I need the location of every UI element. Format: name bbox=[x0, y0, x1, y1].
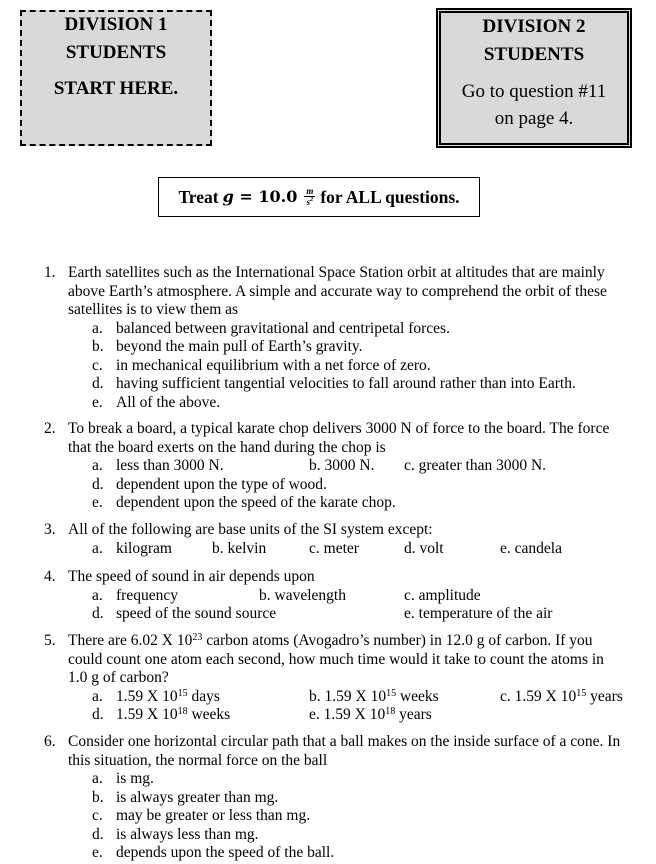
option-unit: years bbox=[586, 687, 623, 705]
option-text: 3000 N. bbox=[324, 457, 375, 474]
unit-denominator: s bbox=[306, 197, 311, 207]
option-e[interactable] bbox=[92, 844, 334, 863]
option-text: kelvin bbox=[227, 539, 267, 557]
option-text: beyond the main pull of Earth’s gravity. bbox=[116, 338, 363, 355]
option-text: dependent upon the type of wood. bbox=[116, 475, 327, 493]
option-a[interactable] bbox=[92, 540, 172, 559]
option-a[interactable] bbox=[92, 457, 224, 476]
gravity-unit bbox=[304, 187, 315, 207]
option-letter: e. bbox=[92, 494, 103, 511]
option-text: 1.59 X 10 bbox=[323, 706, 386, 723]
question-number: 3. bbox=[44, 521, 56, 538]
option-letter: c. bbox=[309, 539, 320, 557]
text-segment: There are 6.02 X 10 bbox=[68, 632, 193, 649]
option-a[interactable] bbox=[92, 587, 178, 606]
option-letter: b. bbox=[92, 788, 104, 806]
option-letter: b. bbox=[212, 539, 224, 557]
unit-numerator: m bbox=[306, 186, 314, 196]
option-letter: a. bbox=[92, 319, 103, 337]
text-segment: carbon atoms (Avogadro’s number) in 12.0 g of carbon. If you bbox=[202, 632, 593, 649]
option-d[interactable] bbox=[92, 375, 576, 394]
division-2-title: DIVISION 2 bbox=[482, 16, 586, 37]
option-c[interactable] bbox=[500, 688, 623, 707]
option-letter: e. bbox=[404, 605, 415, 622]
option-text: is always less than mg. bbox=[116, 825, 259, 843]
option-b[interactable] bbox=[92, 789, 278, 808]
unit-exponent: 2 bbox=[310, 197, 314, 203]
question-number: 6. bbox=[44, 733, 56, 750]
option-letter: d. bbox=[92, 605, 104, 622]
option-b[interactable] bbox=[259, 587, 346, 606]
division-2-box bbox=[436, 8, 632, 148]
option-text: having sufficient tangential velocities to fall around rather than into Earth. bbox=[116, 375, 576, 392]
option-letter: a. bbox=[92, 770, 103, 787]
gravity-equation bbox=[223, 188, 298, 207]
equals-sign: = bbox=[239, 186, 253, 206]
option-text: 1.59 X 10 bbox=[324, 687, 387, 705]
exponent: 15 bbox=[386, 687, 397, 699]
option-e[interactable] bbox=[92, 394, 220, 413]
question-text: this situation, the normal force on the ball bbox=[68, 751, 328, 769]
option-a[interactable] bbox=[92, 688, 220, 707]
option-letter: b. bbox=[309, 687, 321, 705]
question-number: 2. bbox=[44, 420, 56, 437]
option-unit: weeks bbox=[187, 706, 231, 723]
option-letter: d. bbox=[92, 375, 104, 392]
question-number: 5. bbox=[44, 632, 56, 649]
option-text: dependent upon the speed of the karate chop. bbox=[116, 494, 396, 511]
option-text: is always greater than mg. bbox=[116, 788, 279, 806]
question-text: above Earth’s atmosphere. A simple and accurate way to comprehend the orbit of these bbox=[68, 282, 607, 300]
question-text: The speed of sound in air depends upon bbox=[68, 568, 315, 585]
option-text: speed of the sound source bbox=[116, 605, 277, 622]
option-e[interactable] bbox=[500, 540, 562, 559]
option-letter: a. bbox=[92, 457, 103, 474]
option-d[interactable] bbox=[92, 706, 230, 725]
option-text: temperature of the air bbox=[418, 605, 553, 622]
option-letter: c. bbox=[92, 807, 103, 824]
option-text: volt bbox=[419, 539, 444, 557]
question-text bbox=[68, 632, 593, 651]
option-letter: e. bbox=[309, 706, 320, 723]
option-letter: e. bbox=[92, 393, 103, 411]
question-number: 4. bbox=[44, 568, 56, 585]
exponent: 18 bbox=[385, 706, 396, 717]
option-text: candela bbox=[514, 539, 562, 557]
question-text: All of the following are base units of the SI system except: bbox=[68, 521, 433, 538]
option-letter: b. bbox=[92, 338, 104, 355]
option-d[interactable] bbox=[92, 826, 259, 845]
division-1-box bbox=[20, 10, 212, 146]
option-d[interactable] bbox=[92, 476, 327, 495]
option-c[interactable] bbox=[92, 357, 431, 376]
option-letter: d. bbox=[92, 475, 104, 493]
option-letter: e. bbox=[500, 539, 511, 557]
option-text: in mechanical equilibrium with a net force of zero. bbox=[116, 356, 431, 374]
division-1-instruction: START HERE. bbox=[53, 78, 179, 99]
option-c[interactable] bbox=[309, 540, 359, 559]
gravity-variable: g bbox=[222, 186, 234, 206]
option-b[interactable] bbox=[92, 338, 363, 357]
gravity-note-suffix: for ALL questions. bbox=[320, 186, 460, 207]
option-text: depends upon the speed of the ball. bbox=[116, 844, 335, 861]
option-letter: d. bbox=[92, 825, 104, 843]
option-text: 1.59 X 10 bbox=[116, 687, 178, 705]
division-1-title: DIVISION 1 bbox=[64, 14, 168, 35]
exponent: 18 bbox=[177, 706, 188, 717]
option-letter: d. bbox=[92, 706, 104, 723]
option-text: 1.59 X 10 bbox=[116, 706, 178, 723]
option-a[interactable] bbox=[92, 320, 450, 339]
option-text: 1.59 X 10 bbox=[514, 687, 577, 705]
exponent: 23 bbox=[192, 632, 203, 643]
option-text: is mg. bbox=[116, 770, 154, 787]
option-letter: c. bbox=[404, 586, 415, 604]
option-letter: c. bbox=[92, 356, 103, 374]
option-letter: b. bbox=[309, 457, 321, 474]
option-unit: years bbox=[395, 706, 432, 723]
option-letter: c. bbox=[404, 457, 415, 474]
question-text: satellites is to view them as bbox=[68, 301, 239, 318]
option-b[interactable] bbox=[309, 457, 374, 476]
option-b[interactable] bbox=[212, 540, 266, 559]
exponent: 15 bbox=[576, 687, 587, 699]
question-text: 1.0 g of carbon? bbox=[68, 669, 169, 686]
option-letter: d. bbox=[404, 539, 416, 557]
option-letter: a. bbox=[92, 586, 103, 604]
division-1-subtitle: STUDENTS bbox=[65, 42, 167, 63]
option-text: greater than 3000 N. bbox=[418, 457, 547, 474]
gravity-note-prefix: Treat bbox=[178, 186, 219, 207]
option-text: wavelength bbox=[274, 586, 346, 604]
question-text: could count one atom each second, how much time would it take to count the atoms in bbox=[68, 650, 604, 668]
option-e[interactable] bbox=[404, 605, 552, 624]
option-letter: a. bbox=[92, 539, 103, 557]
option-c[interactable] bbox=[404, 457, 546, 476]
question-text: that the board exerts on the hand during the chop is bbox=[68, 438, 386, 456]
question-number: 1. bbox=[44, 264, 56, 281]
option-a[interactable] bbox=[92, 770, 154, 789]
option-text: frequency bbox=[116, 586, 178, 604]
division-2-instruction: Go to question #11 bbox=[461, 81, 607, 102]
option-d[interactable] bbox=[404, 540, 444, 559]
option-text: meter bbox=[323, 539, 359, 557]
question-text: Earth satellites such as the International Space Station orbit at altitudes that are mainly bbox=[68, 264, 605, 281]
option-text: All of the above. bbox=[116, 393, 221, 411]
option-text: may be greater or less than mg. bbox=[116, 807, 311, 824]
question-text: Consider one horizontal circular path that a ball makes on the inside surface of a cone. In bbox=[68, 733, 621, 750]
option-letter: a. bbox=[92, 687, 103, 705]
option-unit: weeks bbox=[396, 687, 439, 705]
option-text: kilogram bbox=[116, 539, 172, 557]
gravity-note bbox=[158, 177, 480, 217]
exponent: 15 bbox=[177, 687, 188, 699]
option-text: balanced between gravitational and centripetal forces. bbox=[116, 319, 450, 337]
option-d[interactable] bbox=[92, 605, 276, 624]
option-e[interactable] bbox=[92, 494, 396, 513]
option-letter: e. bbox=[92, 844, 103, 861]
gravity-value: 10.0 bbox=[258, 186, 298, 206]
option-c[interactable] bbox=[404, 587, 481, 606]
question-text: To break a board, a typical karate chop delivers 3000 N of force to the board. The force bbox=[68, 420, 610, 437]
option-c[interactable] bbox=[92, 807, 310, 826]
option-text: amplitude bbox=[418, 586, 481, 604]
division-2-subtitle: STUDENTS bbox=[483, 44, 585, 65]
option-letter: b. bbox=[259, 586, 271, 604]
option-b[interactable] bbox=[309, 688, 439, 707]
division-2-page-ref: on page 4. bbox=[494, 108, 574, 129]
option-text: less than 3000 N. bbox=[116, 457, 224, 474]
option-letter: c. bbox=[500, 687, 511, 705]
option-e[interactable] bbox=[309, 706, 432, 725]
option-unit: days bbox=[187, 687, 220, 705]
